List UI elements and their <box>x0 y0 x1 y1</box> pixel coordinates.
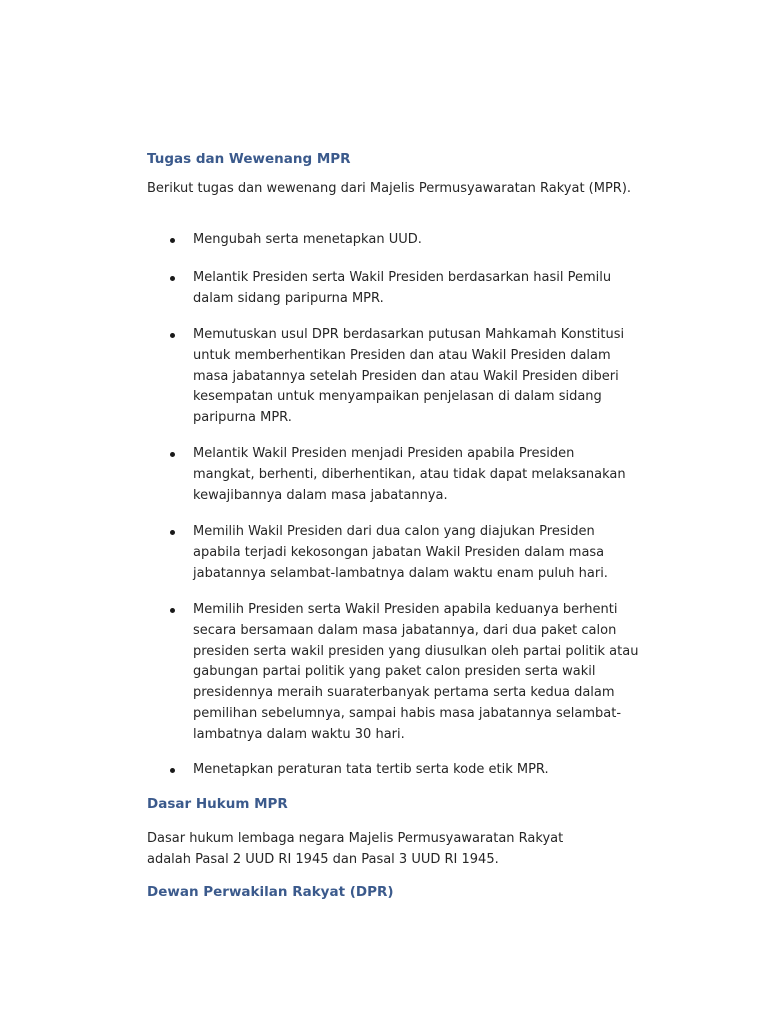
bullet-icon <box>170 238 175 243</box>
list-item: Memilih Presiden serta Wakil Presiden apabila keduanya berhenti secara bersamaan dalam masa jabatannya, dari dua paket calon presiden serta wakil presiden yang diusulkan oleh partai politik atau gabungan partai politik yang paket calon presiden serta wakil presidennya meraih suaraterbanyak pertama serta kedua dalam pemilihan sebelumnya, sampai habis masa jabatannya selambat- lambatnya dalam waktu 30 hari. <box>193 600 663 746</box>
bullet-icon <box>170 452 175 457</box>
list-item: Menetapkan peraturan tata tertib serta kode etik MPR. <box>193 760 663 781</box>
bullet-icon <box>170 276 175 281</box>
bullet-icon <box>170 530 175 535</box>
list-item: Melantik Wakil Presiden menjadi Presiden apabila Presiden mangkat, berhenti, diberhentikan, atau tidak dapat melaksanakan kewajibannya dalam masa jabatannya. <box>193 444 663 506</box>
list-item: Mengubah serta menetapkan UUD. <box>193 230 663 251</box>
list-item: Memilih Wakil Presiden dari dua calon yang diajukan Presiden apabila terjadi kekosongan jabatan Wakil Presiden dalam masa jabatannya selambat-lambatnya dalam waktu enam puluh hari. <box>193 522 663 584</box>
list-item: Melantik Presiden serta Wakil Presiden berdasarkan hasil Pemilu dalam sidang paripurna MPR. <box>193 268 663 310</box>
bullet-icon <box>170 333 175 338</box>
heading-dasar-hukum: Dasar Hukum MPR <box>147 796 288 812</box>
dasar-hukum-line-1: Dasar hukum lembaga negara Majelis Permusyawaratan Rakyat <box>147 831 564 846</box>
bullet-icon <box>170 608 175 613</box>
dasar-hukum-line-2: adalah Pasal 2 UUD RI 1945 dan Pasal 3 UUD RI 1945. <box>147 852 499 867</box>
bullet-icon <box>170 768 175 773</box>
heading-dpr: Dewan Perwakilan Rakyat (DPR) <box>147 884 394 900</box>
heading-tugas-wewenang: Tugas dan Wewenang MPR <box>147 151 351 167</box>
intro-paragraph: Berikut tugas dan wewenang dari Majelis Permusyawaratan Rakyat (MPR). <box>147 181 632 196</box>
list-item: Memutuskan usul DPR berdasarkan putusan Mahkamah Konstitusi untuk memberhentikan Presiden dan atau Wakil Presiden dalam masa jabatannya setelah Presiden dan atau Wakil Presiden diberi kesempatan untuk menyampaikan penjelasan di dalam sidang paripurna MPR. <box>193 325 663 429</box>
